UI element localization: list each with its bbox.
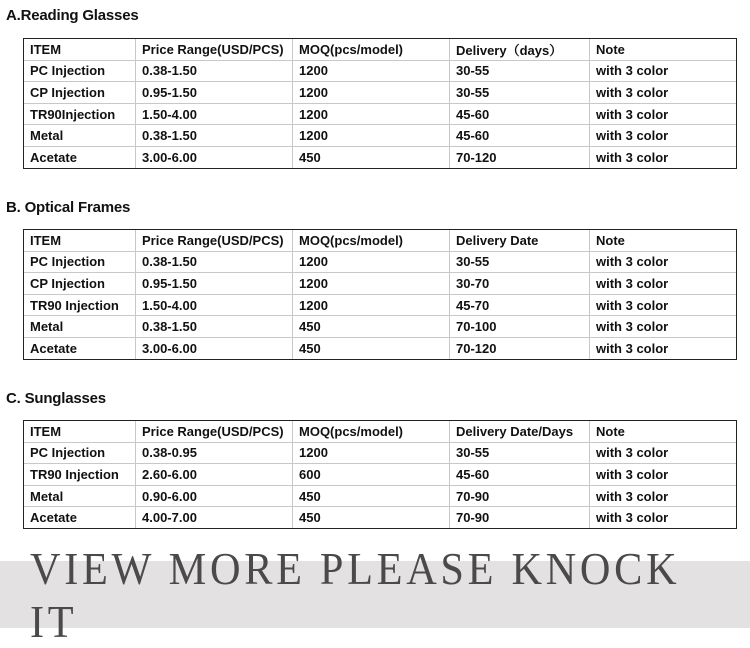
- table-row: [24, 273, 737, 295]
- table-cell: with 3 color: [590, 464, 737, 486]
- table-cell: with 3 color: [590, 251, 737, 273]
- table-cell: with 3 color: [590, 82, 737, 104]
- table-row: [24, 60, 737, 82]
- table-cell: 70-90: [450, 485, 590, 507]
- column-header: Note: [590, 39, 737, 61]
- table-cell: 0.38-1.50: [136, 125, 293, 147]
- table-cell: 450: [293, 507, 450, 529]
- table-row: [24, 316, 737, 338]
- column-header: ITEM: [24, 230, 136, 252]
- section-title-sunglasses: C. Sunglasses: [6, 390, 106, 407]
- column-header: Price Range(USD/PCS): [136, 421, 293, 443]
- table-cell: 2.60-6.00: [136, 464, 293, 486]
- table-body: [24, 421, 737, 529]
- table-cell: with 3 color: [590, 146, 737, 168]
- table-cell: 45-60: [450, 125, 590, 147]
- table-cell: 1200: [293, 82, 450, 104]
- table-row: [24, 294, 737, 316]
- table-cell: 450: [293, 485, 450, 507]
- column-header: MOQ(pcs/model): [293, 421, 450, 443]
- table-cell: PC Injection: [24, 442, 136, 464]
- table-cell: with 3 color: [590, 60, 737, 82]
- table-cell: TR90 Injection: [24, 294, 136, 316]
- table-cell: TR90Injection: [24, 103, 136, 125]
- table-row: [24, 103, 737, 125]
- table-row: [24, 82, 737, 104]
- section-title-reading-glasses: A.Reading Glasses: [6, 7, 139, 24]
- table-cell: 0.38-1.50: [136, 60, 293, 82]
- table-cell: 1200: [293, 442, 450, 464]
- table-body: [24, 230, 737, 360]
- table-cell: Acetate: [24, 507, 136, 529]
- table-cell: CP Injection: [24, 273, 136, 295]
- table-cell: 1200: [293, 125, 450, 147]
- table-cell: with 3 color: [590, 442, 737, 464]
- table-cell: 4.00-7.00: [136, 507, 293, 529]
- table-cell: with 3 color: [590, 316, 737, 338]
- table-cell: 1200: [293, 251, 450, 273]
- table-row: [24, 464, 737, 486]
- optical-frames-table: [23, 229, 737, 360]
- table-row: [24, 485, 737, 507]
- table-header-row: [24, 421, 737, 443]
- table-cell: 450: [293, 316, 450, 338]
- table-row: [24, 337, 737, 359]
- table-cell: 450: [293, 146, 450, 168]
- table-cell: 1.50-4.00: [136, 103, 293, 125]
- column-header: ITEM: [24, 421, 136, 443]
- table-cell: 30-70: [450, 273, 590, 295]
- table-cell: 70-100: [450, 316, 590, 338]
- table-cell: CP Injection: [24, 82, 136, 104]
- table-cell: Acetate: [24, 146, 136, 168]
- view-more-banner[interactable]: [0, 542, 750, 647]
- table-cell: 1.50-4.00: [136, 294, 293, 316]
- table-cell: with 3 color: [590, 337, 737, 359]
- table-cell: 600: [293, 464, 450, 486]
- column-header: Delivery Date: [450, 230, 590, 252]
- table-cell: 0.95-1.50: [136, 82, 293, 104]
- table-cell: 45-70: [450, 294, 590, 316]
- table-cell: 1200: [293, 103, 450, 125]
- column-header: Delivery（days）: [450, 39, 590, 61]
- table-cell: with 3 color: [590, 294, 737, 316]
- table-cell: Metal: [24, 485, 136, 507]
- table-cell: 0.38-1.50: [136, 251, 293, 273]
- table-header-row: [24, 39, 737, 61]
- table-cell: with 3 color: [590, 273, 737, 295]
- table-cell: 0.90-6.00: [136, 485, 293, 507]
- table-cell: 0.95-1.50: [136, 273, 293, 295]
- table-cell: 30-55: [450, 251, 590, 273]
- table-cell: PC Injection: [24, 251, 136, 273]
- column-header: ITEM: [24, 39, 136, 61]
- table-cell: 30-55: [450, 82, 590, 104]
- table-cell: 0.38-0.95: [136, 442, 293, 464]
- table-row: [24, 125, 737, 147]
- table-cell: 1200: [293, 273, 450, 295]
- column-header: MOQ(pcs/model): [293, 230, 450, 252]
- table-cell: Metal: [24, 316, 136, 338]
- section-title-optical-frames: B. Optical Frames: [6, 199, 131, 216]
- column-header: Note: [590, 230, 737, 252]
- table-header-row: [24, 230, 737, 252]
- table-cell: Metal: [24, 125, 136, 147]
- table-cell: 1200: [293, 294, 450, 316]
- column-header: Note: [590, 421, 737, 443]
- column-header: Price Range(USD/PCS): [136, 230, 293, 252]
- table-cell: 45-60: [450, 103, 590, 125]
- table-cell: 70-90: [450, 507, 590, 529]
- banner-text: VIEW MORE PLEASE KNOCK IT: [30, 542, 681, 647]
- table-cell: with 3 color: [590, 125, 737, 147]
- table-cell: with 3 color: [590, 507, 737, 529]
- table-cell: 0.38-1.50: [136, 316, 293, 338]
- table-row: [24, 442, 737, 464]
- table-cell: 1200: [293, 60, 450, 82]
- table-cell: 30-55: [450, 442, 590, 464]
- table-cell: 3.00-6.00: [136, 337, 293, 359]
- table-cell: 30-55: [450, 60, 590, 82]
- table-body: [24, 39, 737, 169]
- table-cell: 450: [293, 337, 450, 359]
- table-cell: Acetate: [24, 337, 136, 359]
- table-row: [24, 507, 737, 529]
- column-header: Price Range(USD/PCS): [136, 39, 293, 61]
- column-header: MOQ(pcs/model): [293, 39, 450, 61]
- sunglasses-table: [23, 420, 737, 529]
- table-row: [24, 146, 737, 168]
- table-cell: with 3 color: [590, 485, 737, 507]
- table-cell: with 3 color: [590, 103, 737, 125]
- table-cell: 70-120: [450, 146, 590, 168]
- reading-glasses-table: [23, 38, 737, 169]
- column-header: Delivery Date/Days: [450, 421, 590, 443]
- table-cell: 45-60: [450, 464, 590, 486]
- table-cell: PC Injection: [24, 60, 136, 82]
- table-cell: TR90 Injection: [24, 464, 136, 486]
- table-cell: 3.00-6.00: [136, 146, 293, 168]
- table-cell: 70-120: [450, 337, 590, 359]
- table-row: [24, 251, 737, 273]
